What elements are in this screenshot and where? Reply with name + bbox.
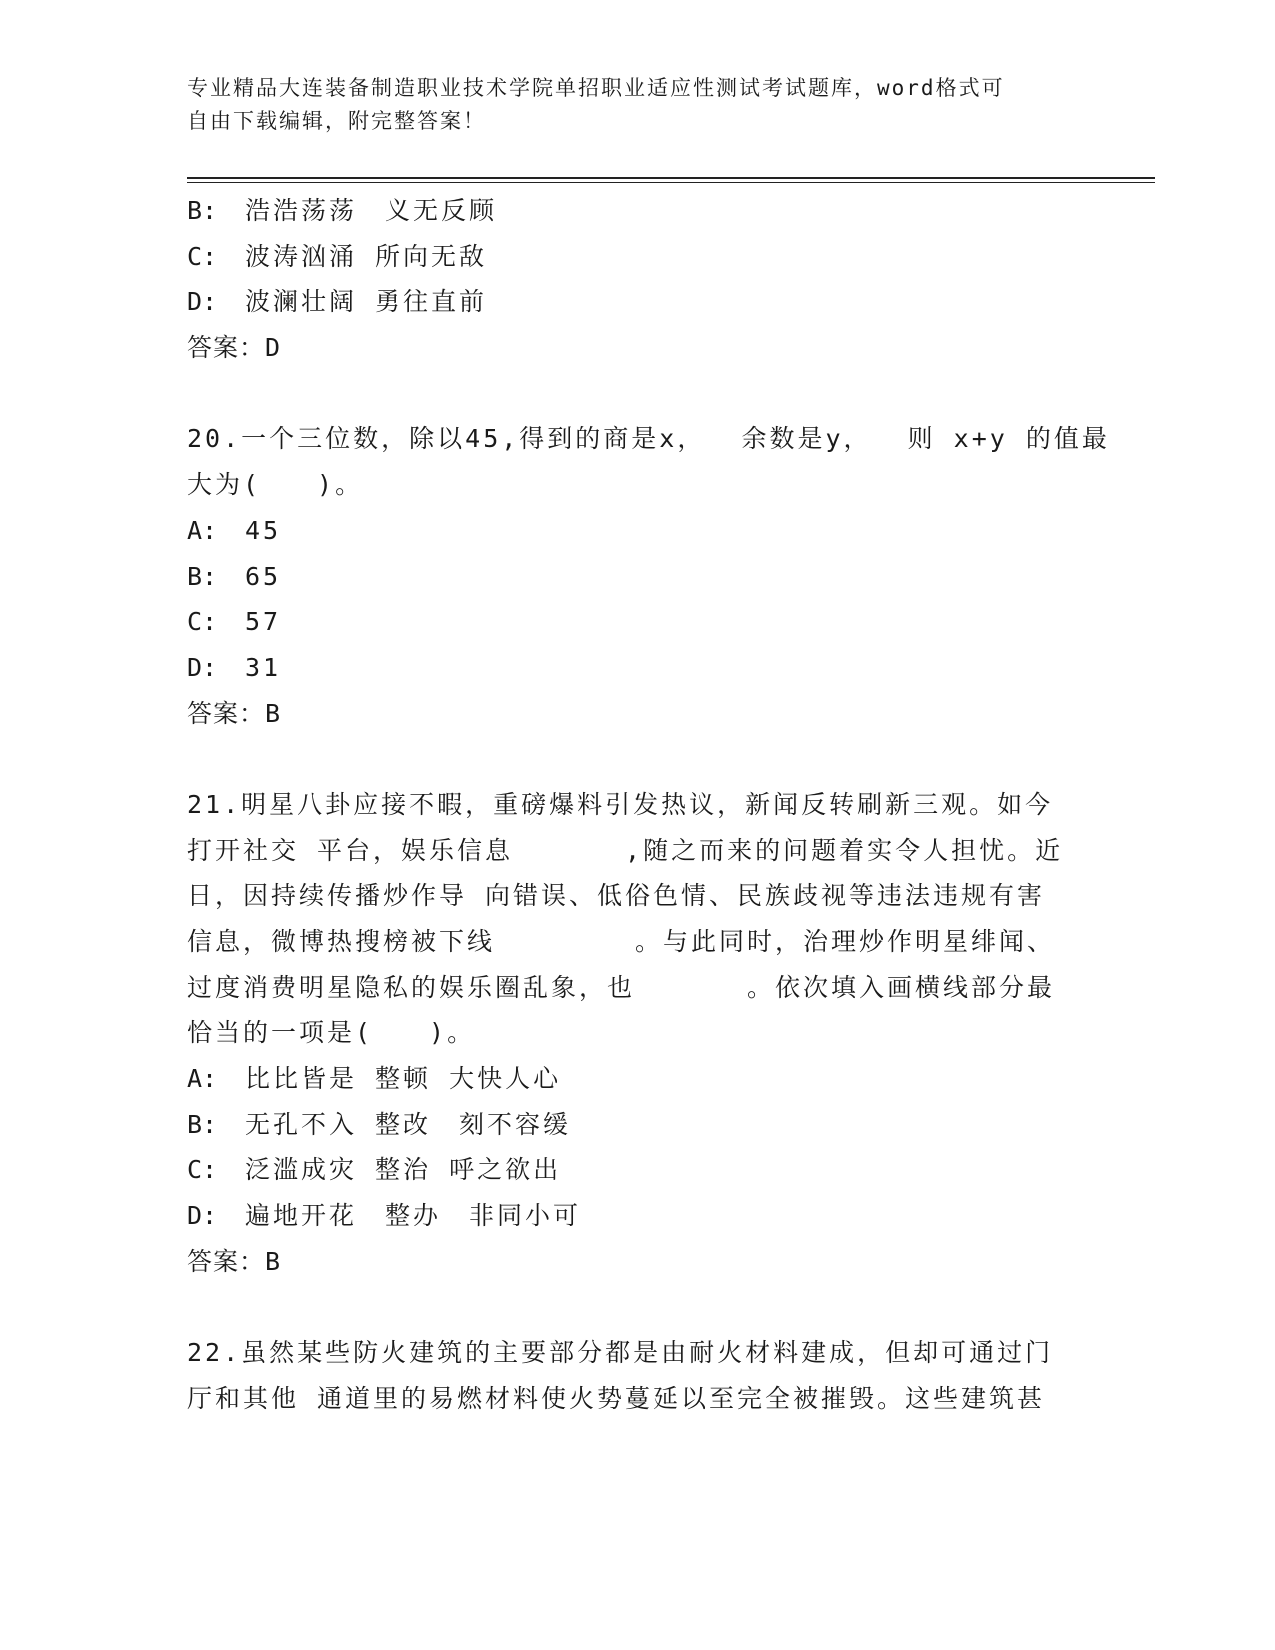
page-header xyxy=(187,72,1087,138)
answer-value: B xyxy=(265,698,284,728)
option-d xyxy=(187,279,1087,325)
option-text: 57 xyxy=(245,607,282,637)
option-text: 波澜壮阔 勇往直前 xyxy=(245,287,488,317)
option-label: D: xyxy=(187,1201,218,1231)
option-c xyxy=(187,234,1087,280)
option-label: A: xyxy=(187,515,218,545)
answer-value: B xyxy=(265,1246,284,1276)
option-label: C: xyxy=(187,241,218,271)
option-text: 波涛汹涌 所向无敌 xyxy=(245,241,488,271)
option-d xyxy=(187,1193,1087,1239)
header-divider-thick xyxy=(187,177,1155,179)
question-text-line: 日，因持续传播炒作导 向错误、低俗色情、民族歧视等违法违规有害 xyxy=(187,881,1046,911)
spacer xyxy=(187,1285,1087,1331)
answer-line xyxy=(187,1239,1087,1285)
question-text-line: 打开社交 平台，娱乐信息 ,随之而来的问题着实令人担忧。近 xyxy=(187,835,1064,865)
document-body xyxy=(187,188,1110,1422)
answer-line xyxy=(187,691,1087,737)
option-text: 泛滥成灾 整治 呼之欲出 xyxy=(245,1155,562,1185)
option-text: 遍地开花 整办 非同小可 xyxy=(245,1201,582,1231)
answer-label: 答案： xyxy=(187,1246,266,1276)
option-label: A: xyxy=(187,1064,218,1094)
spacer xyxy=(187,736,1087,782)
header-line-2: 自由下载编辑，附完整答案！ xyxy=(187,109,486,133)
option-label: B: xyxy=(187,196,218,225)
question-text-line: 21.明星八卦应接不暇，重磅爆料引发热议，新闻反转刷新三观。如今 xyxy=(187,789,1054,819)
option-b xyxy=(187,1102,1087,1148)
question-text-line: 信息，微博热搜榜被下线 。与此同时，治理炒作明星绯闻、 xyxy=(187,927,1056,956)
question-text-line: 恰当的一项是( )。 xyxy=(187,1018,476,1048)
question-22 xyxy=(187,1330,1087,1421)
answer-value: D xyxy=(265,333,284,363)
question-21 xyxy=(187,782,1087,1285)
option-label: D: xyxy=(187,287,218,317)
question-text-line: 20.一个三位数，除以45,得到的商是x， 余数是y， 则 x+y 的值最 xyxy=(187,424,1110,454)
option-b xyxy=(187,554,1087,600)
answer-label: 答案： xyxy=(187,333,266,363)
option-label: B: xyxy=(187,1109,218,1139)
option-text: 无孔不入 整改 刻不容缓 xyxy=(245,1109,572,1139)
header-divider-thin xyxy=(187,182,1155,183)
option-text: 比比皆是 整顿 大快人心 xyxy=(245,1064,562,1094)
question-text-line: 22.虽然某些防火建筑的主要部分都是由耐火材料建成，但却可通过门 xyxy=(187,1338,1054,1368)
option-a xyxy=(187,1056,1087,1102)
question-20 xyxy=(187,416,1110,736)
question-text-line: 过度消费明星隐私的娱乐圈乱象，也 。依次填入画横线部分最 xyxy=(187,972,1056,1002)
spacer xyxy=(187,371,1087,417)
option-c xyxy=(187,1147,1087,1193)
question-text-line: 厅和其他 通道里的易燃材料使火势蔓延以至完全被摧毁。这些建筑甚 xyxy=(187,1383,1046,1413)
option-text: 浩浩荡荡 义无反顾 xyxy=(245,196,498,225)
option-text: 45 xyxy=(245,515,282,545)
option-label: C: xyxy=(187,607,218,637)
header-line-1: 专业精品大连装备制造职业技术学院单招职业适应性测试考试题库，word格式可 xyxy=(187,76,1005,100)
question-text-line: 大为( )。 xyxy=(187,470,364,500)
question-19 xyxy=(187,188,1087,371)
option-b xyxy=(187,188,1087,234)
option-c xyxy=(187,599,1087,645)
option-label: C: xyxy=(187,1155,218,1185)
option-text: 65 xyxy=(245,561,282,591)
answer-line xyxy=(187,325,1087,371)
option-d xyxy=(187,645,1087,691)
answer-label: 答案： xyxy=(187,698,266,728)
option-label: B: xyxy=(187,561,218,591)
option-text: 31 xyxy=(245,652,282,682)
option-a xyxy=(187,508,1087,554)
option-label: D: xyxy=(187,652,218,682)
